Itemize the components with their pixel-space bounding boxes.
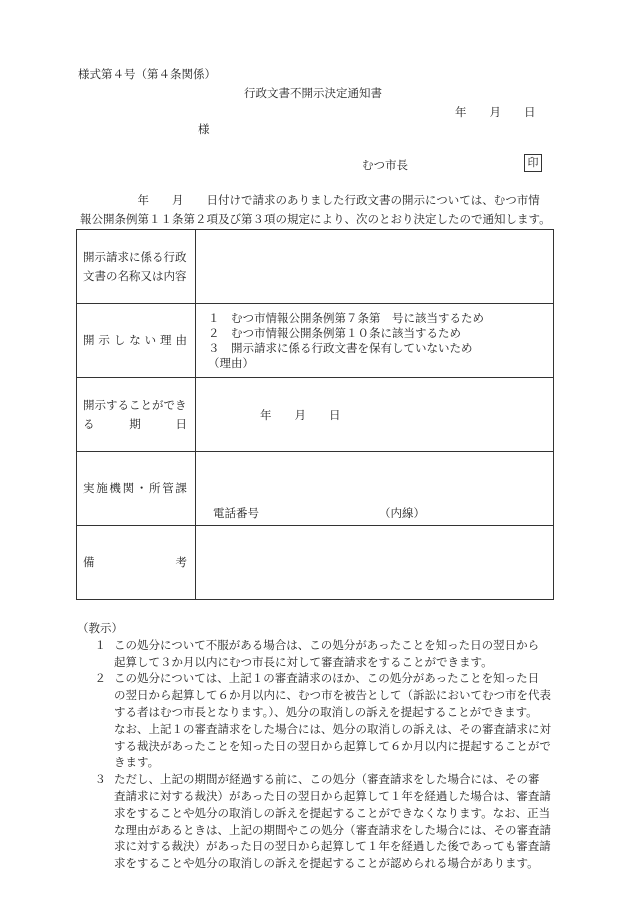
addressee-suffix: 様	[198, 122, 210, 136]
reason-note: （理由）	[208, 355, 254, 370]
row-disclosure-date	[77, 378, 554, 452]
value-disclosure-date[interactable]	[196, 378, 554, 452]
instruction-item-2: ２ この処分については、上記１の審査請求のほか、この処分があったことを知った日 の翌日から起算して６か月以内に、むつ市を被告として（訴訟においてむつ市を代表 する者はむつ市長となります。）、処分の取消しの訴えを提起することができます。 なお、上記１の審査請求をした場合には、処分の取消しの訴えは、その審査請求に対 する裁決があったことを知った日の翌日から起算して６か月以内に提起することがで きます。	[94, 671, 551, 770]
seal-mark: 印	[524, 154, 542, 172]
label-disclosure-date: 開示することができ る 期 日	[77, 378, 196, 452]
intro-line-2: 報公開条例第１１条第２項及び第３項の規定により、次のとおり決定したので通知します。	[80, 212, 551, 226]
label-document-name: 開示請求に係る行政 文書の名称又は内容	[77, 230, 196, 304]
value-implementing-agency[interactable]	[196, 452, 554, 526]
value-remarks[interactable]	[196, 526, 554, 600]
reason-option-3: ３ 開示請求に係る行政文書を保有していないため	[208, 340, 473, 355]
phone-number-label: 電話番号	[213, 506, 259, 520]
row-document-name	[77, 230, 554, 304]
instructions-heading: （教示）	[77, 621, 123, 635]
value-nondisclosure-reason[interactable]	[196, 304, 554, 378]
issuer-name: むつ市長	[362, 158, 408, 172]
intro-paragraph	[80, 191, 560, 229]
intro-line-1: 年 月 日付けで請求のありました行政文書の開示については、むつ市情	[80, 193, 540, 207]
instruction-item-1: １ この処分について不服がある場合は、この処分があったことを知った日の翌日から 起算して３か月以内にむつ市長に対して審査請求をすることができます。	[94, 637, 540, 669]
label-nondisclosure-reason: 開 示 し な い 理 由	[77, 304, 196, 378]
row-remarks	[77, 526, 554, 600]
extension-label: （内線）	[379, 506, 425, 520]
reason-option-2: ２ むつ市情報公開条例第１０条に該当するため	[208, 325, 461, 340]
document-title: 行政文書不開示決定通知書	[244, 86, 382, 100]
issue-date-blank: 年 月 日	[455, 105, 536, 119]
reason-option-1: １ むつ市情報公開条例第７条第 号に該当するため	[208, 310, 484, 325]
form-number: 様式第４号（第４条関係）	[78, 67, 216, 81]
disclosure-date-blank: 年 月 日	[260, 407, 341, 422]
decision-table	[76, 229, 554, 600]
label-implementing-agency: 実 施 機 関 ・ 所 管 課	[77, 452, 196, 526]
label-remarks: 備 考	[77, 526, 196, 600]
value-document-name[interactable]	[196, 230, 554, 304]
row-nondisclosure-reason	[77, 304, 554, 378]
row-implementing-agency	[77, 452, 554, 526]
instructions-section	[77, 620, 560, 872]
instruction-item-3: ３ ただし、上記の期間が経過する前に、この処分（審査請求をした場合には、その審 査請求に対する裁決）があった日の翌日から起算して１年を経過した場合は、審査請 求をすることや処分の取消しの訴えを提起することができなくなります。なお、正当 な理由があるときは、上記の期間やこの処分（審査請求をした場合には、その審査請 求に対する裁決）があった日の翌日から起算して１年を経過した後であっても審査請 求をすることや処分の取消しの訴えを提起することが認められる場合があります。	[94, 772, 551, 871]
